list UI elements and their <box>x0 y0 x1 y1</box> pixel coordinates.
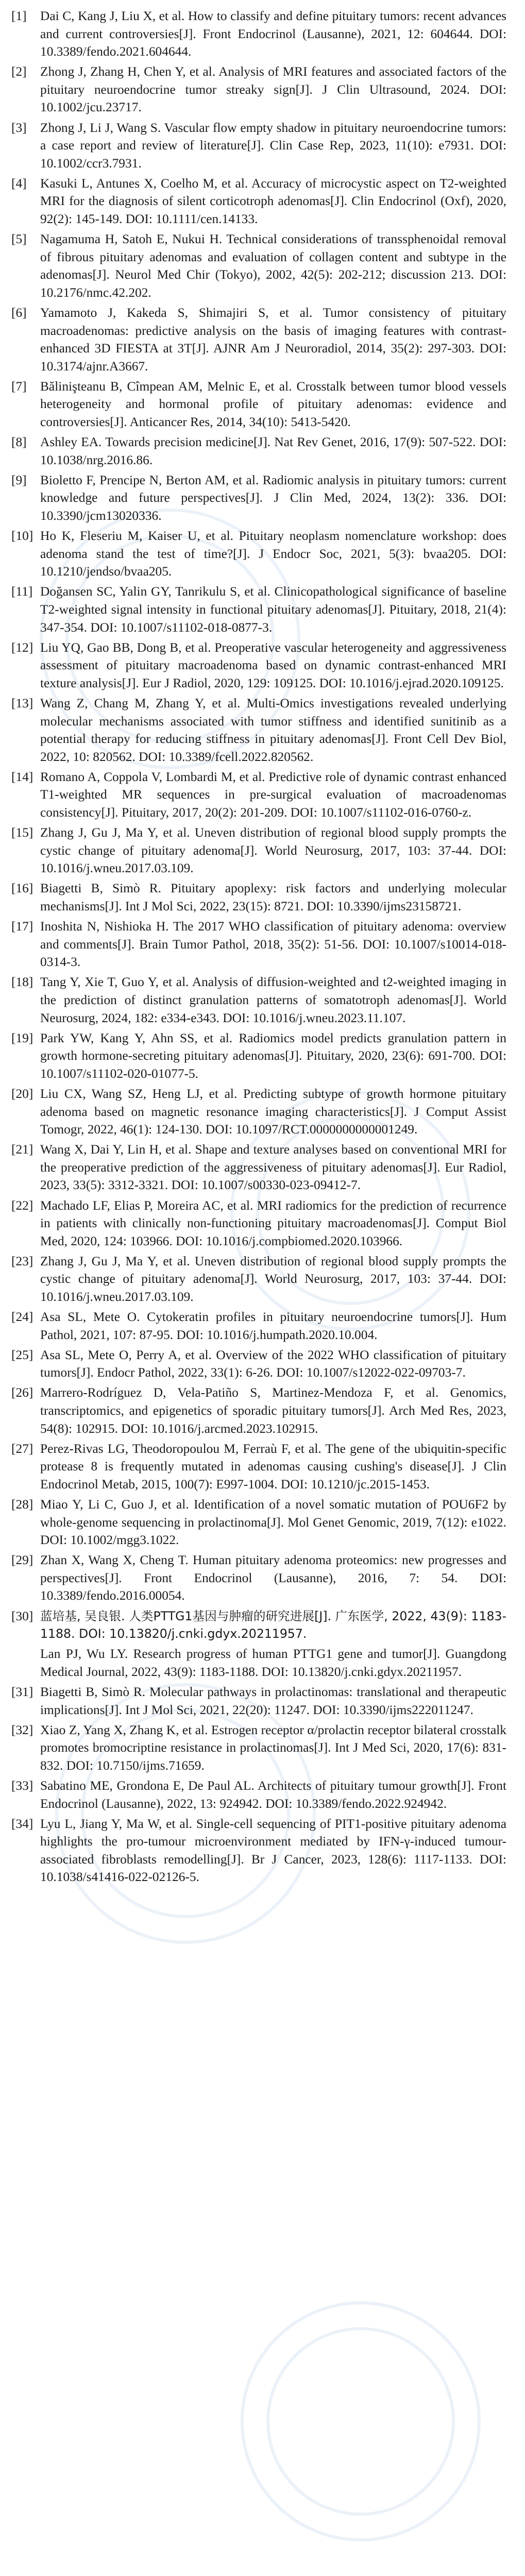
reference-number: [28] <box>11 1497 33 1512</box>
reference-item <box>11 433 506 469</box>
reference-item <box>11 1721 506 1775</box>
reference-number: [11] <box>11 584 33 599</box>
reference-number: [24] <box>11 1310 33 1325</box>
reference-number: [27] <box>11 1441 33 1456</box>
reference-text: Zhang J, Gu J, Ma Y, et al. Uneven distribution of regional blood supply prompts the cystic change of pituitary adenoma[J]. World Neurosurg, 2017, 103: 37-44. DOI: 10.1016/j.wneu.2017.03.109. <box>40 1253 506 1304</box>
reference-text: Liu YQ, Gao BB, Dong B, et al. Preoperative vascular heterogeneity and aggressiveness assessment of pituitary macroadenoma based on dynamic contrast-enhanced MRI texture analysis[J]. Eur J Radiol, 2020, 129: 109125. DOI: 10.1016/j.ejrad.2020.109125. <box>40 640 506 690</box>
reference-text: Romano A, Coppola V, Lombardi M, et al. Predictive role of dynamic contrast enhanced T1-weighted MR sequences in pre-surgical evaluation of macroadenomas consistency[J]. Pituitary, 2017, 20(2): 201-209. DOI: 10.1007/s11102-016-0760-z. <box>40 769 506 820</box>
reference-item <box>11 583 506 636</box>
reference-text: 蓝培基, 吴良银. 人类PTTG1基因与肿瘤的研究进展[J]. 广东医学, 2022, 43(9): 1183-1188. DOI: 10.13820/j.cnki.gdyx.20211957. <box>40 1608 506 1641</box>
reference-text: Inoshita N, Nishioka H. The 2017 WHO classification of pituitary adenoma: overview and comments[J]. Brain Tumor Pathol, 2018, 35(2): 51-56. DOI: 10.1007/s10014-018-0314-3. <box>40 919 506 970</box>
reference-item <box>11 1141 506 1194</box>
reference-text: Wang Z, Chang M, Zhang Y, et al. Multi-Omics investigations revealed underlying molecular mechanisms associated with tumor stiffness and identified sunitinib as a potential therapy for reducing stiffness in pituitary adenomas[J]. Front Cell Dev Biol, 2022, 10: 820562. DOI: 10.3389/fcell.2022.820562. <box>40 696 506 764</box>
reference-number: [5] <box>11 232 27 247</box>
reference-number: [6] <box>11 306 27 320</box>
reference-text: Bioletto F, Prencipe N, Berton AM, et al. Radiomic analysis in pituitary tumors: current knowledge and future perspectives[J]. J Clin Med, 2024, 13(2): 336. DOI: 10.3390/jcm13020336. <box>40 472 506 523</box>
reference-item <box>11 918 506 971</box>
reference-text: Ho K, Fleseriu M, Kaiser U, et al. Pituitary neoplasm nomenclature workshop: does adenoma stand the test of time?[J]. J Endocr Soc, 2021, 5(3): bvaa205. DOI: 10.1210/jendso/bvaa205. <box>40 529 506 579</box>
reference-number: [2] <box>11 64 27 79</box>
reference-number: [20] <box>11 1086 33 1101</box>
reference-item <box>11 1683 506 1719</box>
reference-text: Park YW, Kang Y, Ahn SS, et al. Radiomics model predicts granulation pattern in growth hormone-secreting pituitary adenomas[J]. Pituitary, 2020, 23(6): 691-700. DOI: 10.1007/s11102-020-01077-5. <box>40 1030 506 1081</box>
reference-number: [4] <box>11 176 27 191</box>
reference-item <box>11 1777 506 1812</box>
reference-text: Yamamoto J, Kakeda S, Shimajiri S, et al. Tumor consistency of pituitary macroadenomas: predictive analysis on the basis of imaging features with contrast-enhanced 3D FIESTA at 3T[J]. AJNR Am J Neuroradiol, 2014, 35(2): 297-303. DOI: 10.3174/ajnr.A3667. <box>40 306 506 374</box>
reference-text: Xiao Z, Yang X, Zhang K, et al. Estrogen receptor α/prolactin receptor bilateral crosstalk promotes bromocriptine resistance in prolactinomas[J]. Int J Med Sci, 2020, 17(6): 831-832. DOI: 10.7150/ijms.71659. <box>40 1722 506 1773</box>
reference-item <box>11 63 506 116</box>
reference-number: [31] <box>11 1684 33 1699</box>
reference-item <box>11 1384 506 1437</box>
reference-text: Dai C, Kang J, Liu X, et al. How to classify and define pituitary tumors: recent advances and current controversies[J]. Front Endocrinol (Lausanne), 2021, 12: 604644. DOI: 10.3389/fendo.2021.604644. <box>40 9 506 59</box>
reference-item <box>11 1197 506 1250</box>
reference-text: Kasuki L, Antunes X, Coelho M, et al. Accuracy of microcystic aspect on T2-weighted MRI for the diagnosis of silent corticotroph adenomas[J]. Clin Endocrinol (Oxf), 2020, 92(2): 145-149. DOI: 10.1111/cen.14133. <box>40 176 506 227</box>
reference-text: Asa SL, Mete O. Cytokeratin profiles in pituitary neuroendocrine tumors[J]. Hum Pathol, 2021, 107: 87-95. DOI: 10.1016/j.humpath.2020.10.004. <box>40 1310 506 1342</box>
reference-item <box>11 527 506 581</box>
reference-item <box>11 1551 506 1605</box>
reference-item <box>11 1252 506 1306</box>
reference-text: Bălinişteanu B, Cîmpean AM, Melnic E, et al. Crosstalk between tumor blood vessels heterogeneity and hormonal profile of pituitary adenomas: evidence and controversies[J]. Anticancer Res, 2014, 34(10): 5413-5420. <box>40 379 506 430</box>
reference-item <box>11 7 506 61</box>
reference-number: [13] <box>11 696 33 710</box>
reference-item <box>11 1815 506 1886</box>
reference-number: [9] <box>11 472 27 487</box>
reference-text: Wang X, Dai Y, Lin H, et al. Shape and texture analyses based on conventional MRI for the preoperative prediction of the aggressiveness of pituitary adenomas[J]. Eur Radiol, 2023, 33(5): 3312-3321. DOI: 10.1007/s00330-023-09412-7. <box>40 1142 506 1193</box>
reference-text: Machado LF, Elias P, Moreira AC, et al. MRI radiomics for the prediction of recurrence in patients with clinically non-functioning pituitary macroadenomas[J]. Comput Biol Med, 2020, 124: 103966. DOI: 10.1016/j.compbiomed.2020.103966. <box>40 1198 506 1248</box>
reference-text: Nagamuma H, Satoh E, Nukui H. Technical considerations of transsphenoidal removal of fibrous pituitary adenomas and evaluation of collagen content and subtype in the adenomas[J]. Neurol Med Chir (Tokyo), 2002, 42(5): 202-212; discussion 213. DOI: 10.2176/nmc.42.202. <box>40 232 506 300</box>
reference-number: [12] <box>11 640 33 655</box>
reference-number: [19] <box>11 1030 33 1045</box>
reference-number: [22] <box>11 1198 33 1213</box>
reference-item <box>11 1085 506 1139</box>
reference-item <box>11 824 506 877</box>
reference-item <box>11 639 506 692</box>
reference-text: Perez-Rivas LG, Theodoropoulou M, Ferraù F, et al. The gene of the ubiquitin-specific protease 8 is frequently mutated in adenomas causing cushing's disease[J]. J Clin Endocrinol Metab, 2015, 100(7): E997-1004. DOI: 10.1210/jc.2015-1453. <box>40 1441 506 1492</box>
reference-text: Zhang J, Gu J, Ma Y, et al. Uneven distribution of regional blood supply prompts the cystic change of pituitary adenoma[J]. World Neurosurg, 2017, 103: 37-44. DOI: 10.1016/j.wneu.2017.03.109. <box>40 825 506 876</box>
reference-text: Lyu L, Jiang Y, Ma W, et al. Single-cell sequencing of PIT1-positive pituitary adenoma highlights the pro-tumour microenvironment mediated by IFN-γ-induced tumour-associated fibroblasts remodelling[J]. Br J Cancer, 2023, 128(6): 1117-1133. DOI: 10.1038/s41416-022-02126-5. <box>40 1816 506 1885</box>
reference-item <box>11 973 506 1027</box>
reference-item <box>11 1029 506 1083</box>
reference-number: [26] <box>11 1385 33 1400</box>
reference-text: Biagetti B, Simò R. Pituitary apoplexy: risk factors and underlying molecular mechanisms[J]. Int J Mol Sci, 2022, 23(15): 8721. DOI: 10.3390/ijms23158721. <box>40 881 506 913</box>
reference-item <box>11 1346 506 1382</box>
reference-item <box>11 471 506 525</box>
reference-number: [10] <box>11 529 33 544</box>
reference-text: Biagetti B, Simò R. Molecular pathways in prolactinomas: translational and therapeutic implications[J]. Int J Mol Sci, 2021, 22(20): 11247. DOI: 10.3390/ijms222011247. <box>40 1684 506 1717</box>
reference-item <box>11 694 506 766</box>
reference-number: [1] <box>11 9 27 23</box>
reference-item <box>11 119 506 173</box>
reference-item <box>11 1645 506 1681</box>
reference-number: [15] <box>11 825 33 840</box>
reference-item <box>11 1440 506 1494</box>
reference-number: [34] <box>11 1816 33 1831</box>
reference-number: [17] <box>11 919 33 934</box>
reference-text: Zhan X, Wang X, Cheng T. Human pituitary adenoma proteomics: new progresses and perspectives[J]. Front Endocrinol (Lausanne), 2016, 7: 54. DOI: 10.3389/fendo.2016.00054. <box>40 1553 506 1603</box>
reference-text: Liu CX, Wang SZ, Heng LJ, et al. Predicting subtype of growth hormone pituitary adenoma based on magnetic resonance imaging characteristics[J]. J Comput Assist Tomogr, 2022, 46(1): 124-130. DOI: 10.1097/RCT.0000000000001249. <box>40 1086 506 1137</box>
reference-text: Asa SL, Mete O, Perry A, et al. Overview of the 2022 WHO classification of pituitary tumors[J]. Endocr Pathol, 2022, 33(1): 6-26. DOI: 10.1007/s12022-022-09703-7. <box>40 1347 506 1380</box>
reference-item <box>11 1496 506 1549</box>
reference-number: [14] <box>11 769 33 784</box>
reference-text: Doğansen SC, Yalin GY, Tanrikulu S, et al. Clinicopathological significance of baseline T2-weighted signal intensity in functional pituitary adenomas[J]. Pituitary, 2018, 21(4): 347-354. DOI: 10.1007/s11102-018-0877-3. <box>40 584 506 635</box>
reference-number: [3] <box>11 120 27 135</box>
reference-item <box>11 175 506 228</box>
reference-number: [23] <box>11 1253 33 1268</box>
reference-item <box>11 1607 506 1643</box>
reference-number: [21] <box>11 1142 33 1157</box>
reference-number: [32] <box>11 1722 33 1737</box>
reference-number: [8] <box>11 435 27 450</box>
reference-item <box>11 230 506 301</box>
reference-text: Marrero-Rodríguez D, Vela-Patiño S, Martinez-Mendoza F, et al. Genomics, transcriptomics, and epigenetics of sporadic pituitary tumors[J]. Arch Med Res, 2023, 54(8): 102915. DOI: 10.1016/j.arcmed.2023.102915. <box>40 1385 506 1436</box>
reference-item <box>11 304 506 375</box>
reference-item <box>11 768 506 822</box>
reference-item <box>11 879 506 915</box>
reference-number: [16] <box>11 881 33 896</box>
reference-text: Lan PJ, Wu LY. Research progress of human PTTG1 gene and tumor[J]. Guangdong Medical Journal, 2022, 43(9): 1183-1188. DOI: 10.13820/j.cnki.gdyx.20211957. <box>40 1647 506 1679</box>
reference-number: [7] <box>11 379 27 394</box>
reference-text: Zhong J, Li J, Wang S. Vascular flow empty shadow in pituitary neuroendocrine tumors: a case report and review of literature[J]. Clin Case Rep, 2023, 11(10): e7931. DOI: 10.1002/ccr3.7931. <box>40 120 506 171</box>
reference-text: Sabatino ME, Grondona E, De Paul AL. Architects of pituitary tumour growth[J]. Front Endocrinol (Lausanne), 2022, 13: 924942. DOI: 10.3389/fendo.2022.924942. <box>40 1778 506 1811</box>
reference-item <box>11 378 506 431</box>
reference-number: [30] <box>11 1608 33 1623</box>
reference-number: [18] <box>11 975 33 990</box>
reference-item <box>11 1308 506 1344</box>
reference-text: Zhong J, Zhang H, Chen Y, et al. Analysis of MRI features and associated factors of the pituitary neuroendocrine tumor streaky sign[J]. J Clin Ultrasound, 2024. DOI: 10.1002/jcu.23717. <box>40 64 506 115</box>
reference-text: Tang Y, Xie T, Guo Y, et al. Analysis of diffusion-weighted and t2-weighted imaging in the prediction of distinct granulation patterns of somatotroph adenomas[J]. World Neurosurg, 2024, 182: e334-e343. DOI: 10.1016/j.wneu.2023.11.107. <box>40 975 506 1025</box>
reference-text: Ashley EA. Towards precision medicine[J]. Nat Rev Genet, 2016, 17(9): 507-522. DOI: 10.1038/nrg.2016.86. <box>40 435 506 467</box>
reference-number: [29] <box>11 1553 33 1568</box>
reference-number: [33] <box>11 1778 33 1793</box>
reference-text: Miao Y, Li C, Guo J, et al. Identification of a novel somatic mutation of POU6F2 by whole-genome sequencing in prolactinoma[J]. Mol Genet Genomic, 2019, 7(12): e1022. DOI: 10.1002/mgg3.1022. <box>40 1497 506 1548</box>
reference-number: [25] <box>11 1347 33 1362</box>
